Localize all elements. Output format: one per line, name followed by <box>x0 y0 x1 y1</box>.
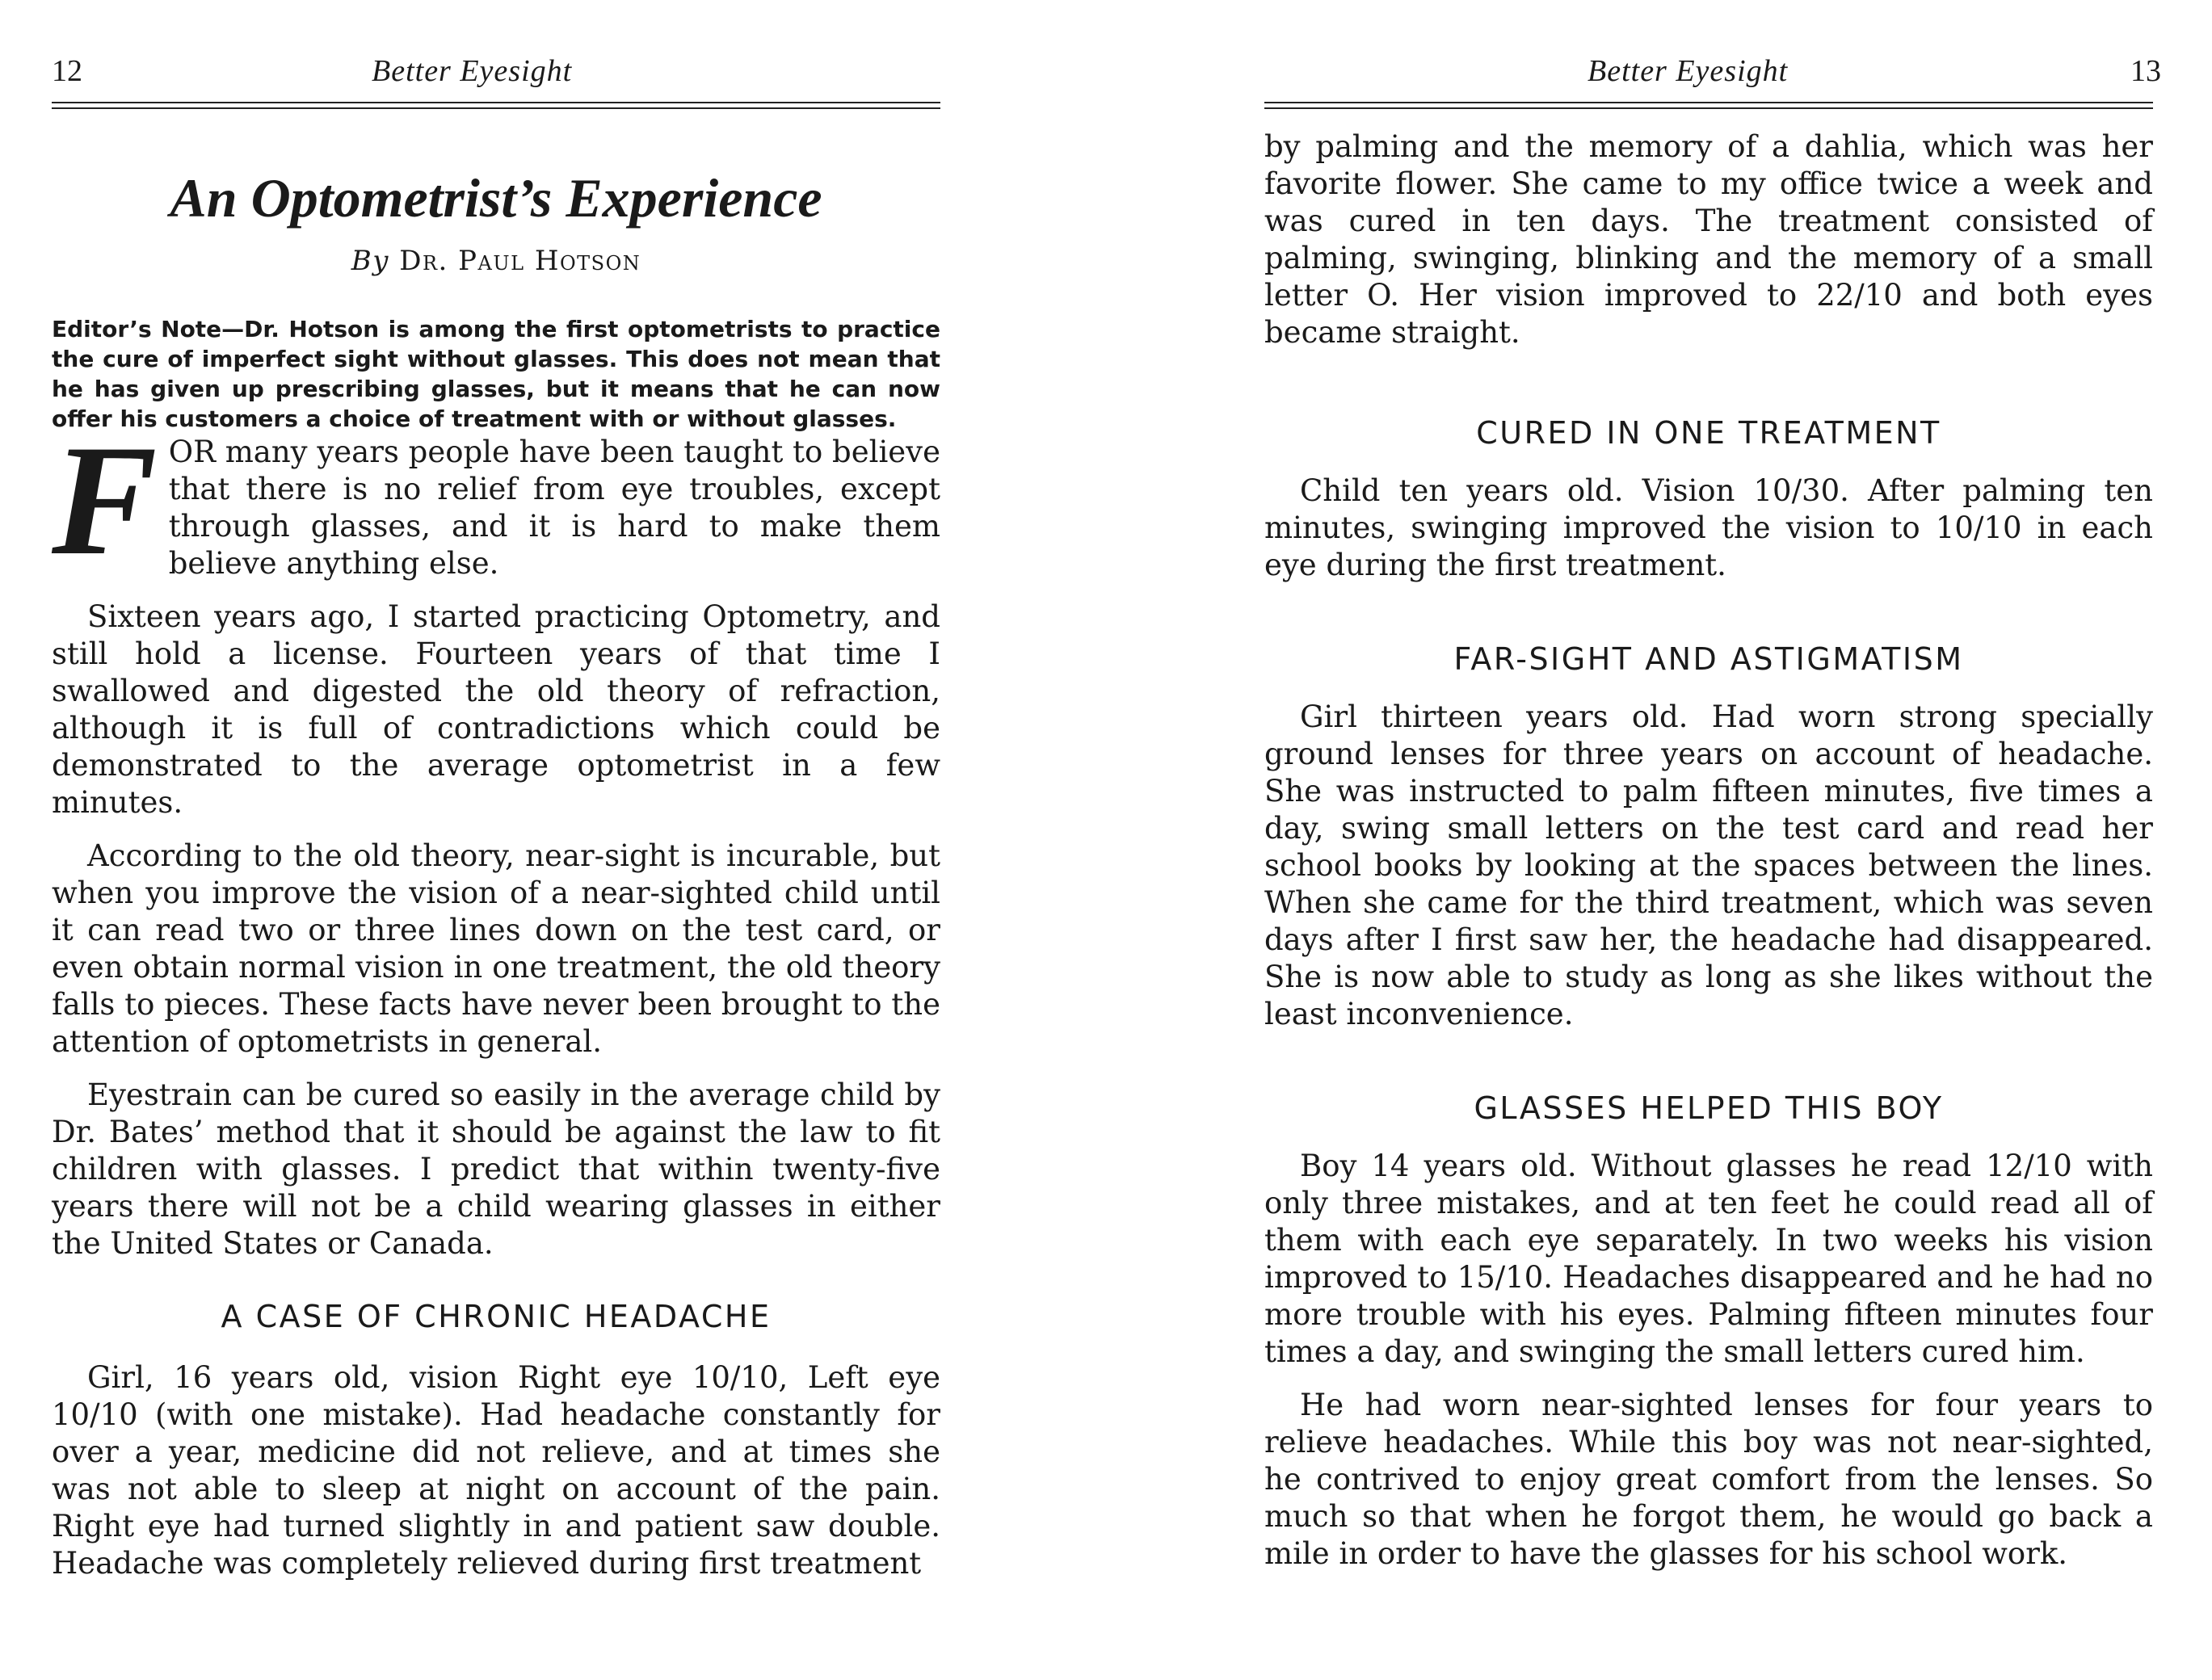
right-page <box>1264 0 2161 1589</box>
paragraph-4: Eyestrain can be cured so easily in the average child by Dr. Bates’ method that it should be against the law to fit children with glasses. I predict that within twenty-five years there will not be a child wearing glasses in either the United States or Canada. <box>52 1077 940 1261</box>
drop-cap: F <box>52 412 158 588</box>
continuation-paragraph: by palming and the memory of a dahlia, which was her favorite flower. She came to my office twice a week and was cured in ten days. The treatment consisted of palming, swinging, blinking and the memory of a small letter O. Her vision improved to 22/10 and both eyes became straight. <box>1264 129 2153 350</box>
left-running-head <box>52 47 940 95</box>
byline <box>52 245 940 277</box>
left-page <box>52 0 940 1598</box>
byline-by: By <box>351 244 389 277</box>
left-page-number: 12 <box>52 54 82 88</box>
right-header-rule <box>1264 102 2153 109</box>
section-heading-chronic-headache: A CASE OF CHRONIC HEADACHE <box>221 1298 772 1334</box>
right-page-number: 13 <box>2130 54 2161 88</box>
editor-note: Editor’s Note—Dr. Hotson is among the first optometrists to practice the cure of imperfect sight without glasses. This does not mean that he has given up prescribing glasses, but it means that he can now offer his customers a choice of treatment with or without glasses. <box>52 315 940 432</box>
paragraph-1-text: OR many years people have been taught to believe that there is no relief from eye troubles, except through glasses, and it is hard to make them believe anything else. <box>168 434 940 581</box>
section-heading-glasses-helped: GLASSES HELPED THIS BOY <box>1474 1090 1944 1126</box>
paragraph-8: Boy 14 years old. Without glasses he read 12/10 with only three mistakes, and at ten feet he could read all of them with each eye separately. In two weeks his vision improved to 15/10. Headaches disappeared and he had no more trouble with his eyes. Palming fifteen minutes four times a day, and swinging the small letters cured him. <box>1264 1149 2153 1369</box>
section-heading-one-treatment: CURED IN ONE TREATMENT <box>1476 415 1941 451</box>
paragraph-1 <box>52 412 940 588</box>
paragraph-3: According to the old theory, near-sight is incurable, but when you improve the vision of a near-sighted child until it can read two or three lines down on the test card, or even obtain normal vision in one treatment, the old theory falls to pieces. These facts have never been brought to the attention of optometrists in general. <box>52 838 940 1059</box>
paragraph-6: Child ten years old. Vision 10/30. After palming ten minutes, swinging improved the vision to 10/10 in each eye during the first treatment. <box>1264 473 2153 582</box>
byline-author: Dr. Paul Hotson <box>399 244 641 277</box>
right-running-head <box>1264 47 2161 95</box>
paragraph-2: Sixteen years ago, I started practicing Optometry, and still hold a license. Fourteen years of that time I swallowed and digested the old theory of refraction, although it is full of contradictions which could be demonstrated to the average optometrist in a few minutes. <box>52 598 940 820</box>
left-header-rule <box>52 102 940 109</box>
paragraph-7: Girl thirteen years old. Had worn strong specially ground lenses for three years on account of headache. She was instructed to palm fifteen minutes, five times a day, swing small letters on the test card and read her school books by looking at the spaces between the lines. When she came for the third treatment, which was seven days after I first saw her, the headache had disappeared. She is now able to study as long as she likes without the least inconvenience. <box>1264 699 2153 1031</box>
paragraph-9: He had worn near-sighted lenses for four years to relieve headaches. While this boy was not near-sighted, he contrived to enjoy great comfort from the lenses. So much so that when he forgot them, he would go back a mile in order to have the glasses for his school work. <box>1264 1388 2153 1571</box>
paragraph-5: Girl, 16 years old, vision Right eye 10/10, Left eye 10/10 (with one mistake). Had headache constantly for over a year, medicine did not relieve, and at times she was not able to sleep at night on account of the pain. Right eye had turned slightly in and patient saw double. Headache was completely relieved during first treatment <box>52 1359 940 1581</box>
article-title: An Optometrist’s Experience <box>170 167 822 229</box>
left-running-title: Better Eyesight <box>372 54 573 88</box>
right-running-title: Better Eyesight <box>1588 54 1789 88</box>
section-heading-far-sight: FAR-SIGHT AND ASTIGMATISM <box>1453 641 1964 677</box>
